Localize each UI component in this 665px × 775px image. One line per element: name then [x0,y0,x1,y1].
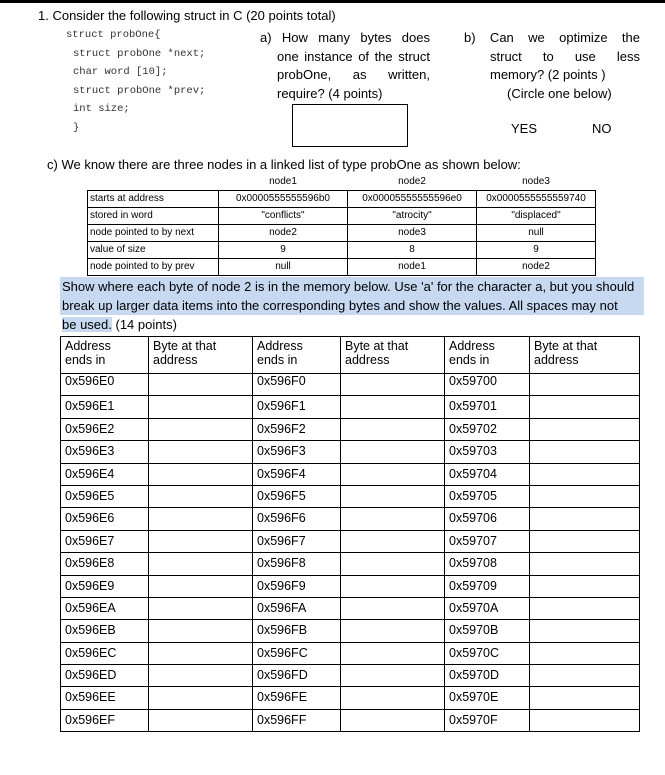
table-row [61,709,640,731]
byte-answer-cell[interactable] [530,463,640,485]
address-cell: 0x596F7 [253,530,341,552]
byte-answer-cell[interactable] [149,620,253,642]
table-row [61,575,640,597]
byte-answer-cell[interactable] [530,620,640,642]
byte-answer-cell[interactable] [341,709,445,731]
address-cell: 0x59706 [445,508,530,530]
address-cell: 0x596EB [61,620,149,642]
address-cell: 0x596F4 [253,463,341,485]
cell: "atrocity" [348,208,477,225]
row-label: node pointed to by next [88,225,219,242]
byte-header: Byte at that address [341,337,445,374]
memory-table-header [61,337,640,374]
address-cell: 0x5970C [445,642,530,664]
byte-answer-cell[interactable] [149,709,253,731]
cell: 9 [219,242,348,259]
byte-answer-cell[interactable] [149,374,253,396]
address-cell: 0x596E0 [61,374,149,396]
address-header: Address ends in [61,337,149,374]
address-cell: 0x596EF [61,709,149,731]
table-row [88,259,596,276]
table-row [61,553,640,575]
byte-answer-cell[interactable] [149,530,253,552]
node-table-header [88,174,596,191]
address-cell: 0x596EC [61,642,149,664]
address-cell: 0x596E2 [61,418,149,440]
address-cell: 0x59703 [445,441,530,463]
address-cell: 0x596FF [253,709,341,731]
byte-answer-cell[interactable] [149,553,253,575]
byte-answer-cell[interactable] [530,396,640,418]
cell: node3 [348,225,477,242]
column-header: node3 [522,176,550,187]
address-cell: 0x59709 [445,575,530,597]
cell: 9 [477,242,596,259]
top-rule [0,0,665,3]
byte-answer-cell[interactable] [149,687,253,709]
node-table [87,174,596,276]
address-cell: 0x596FB [253,620,341,642]
column-header: node2 [398,176,426,187]
row-label: starts at address [88,191,219,208]
address-cell: 0x59700 [445,374,530,396]
row-label: value of size [88,242,219,259]
memory-table [60,336,640,732]
address-cell: 0x596FE [253,687,341,709]
table-row [61,642,640,664]
cell: 0x0000555555596b0 [219,191,348,208]
byte-answer-cell[interactable] [530,665,640,687]
address-cell: 0x596E8 [61,553,149,575]
address-cell: 0x596F1 [253,396,341,418]
byte-answer-cell[interactable] [530,709,640,731]
byte-answer-cell[interactable] [341,553,445,575]
address-cell: 0x596E9 [61,575,149,597]
instructions [60,277,644,334]
byte-answer-cell[interactable] [341,485,445,507]
table-row [61,441,640,463]
table-row [61,463,640,485]
instructions-line: break up larger data items into the corresponding bytes and show the values. All spaces may not [60,296,644,315]
byte-answer-cell[interactable] [341,597,445,619]
struct-code [66,26,205,138]
byte-answer-cell[interactable] [341,396,445,418]
cell: node1 [348,259,477,276]
address-header: Address ends in [445,337,530,374]
address-cell: 0x59708 [445,553,530,575]
part-c-text: c) We know there are three nodes in a linked list of type probOne as shown below: [47,157,521,172]
address-cell: 0x59707 [445,530,530,552]
address-cell: 0x596ED [61,665,149,687]
byte-answer-cell[interactable] [530,575,640,597]
code-line: } [73,121,80,134]
table-row [88,242,596,259]
address-cell: 0x596E1 [61,396,149,418]
column-header: node1 [269,176,297,187]
byte-answer-cell[interactable] [149,418,253,440]
table-row [61,665,640,687]
address-cell: 0x596FA [253,597,341,619]
table-row [61,485,640,507]
instructions-line: be used. (14 points) [62,317,177,332]
address-cell: 0x5970A [445,597,530,619]
address-cell: 0x596E3 [61,441,149,463]
byte-answer-cell[interactable] [149,463,253,485]
table-row [61,508,640,530]
address-cell: 0x596EE [61,687,149,709]
table-row [88,225,596,242]
address-cell: 0x596E4 [61,463,149,485]
table-row [88,208,596,225]
code-line: struct probOne{ [66,29,161,41]
byte-answer-cell[interactable] [530,530,640,552]
yes-option[interactable]: YES [511,121,538,136]
address-cell: 0x596F5 [253,485,341,507]
address-cell: 0x596F6 [253,508,341,530]
address-cell: 0x5970D [445,665,530,687]
table-row [61,418,640,440]
byte-answer-cell[interactable] [341,530,445,552]
address-cell: 0x596F2 [253,418,341,440]
byte-answer-cell[interactable] [149,665,253,687]
code-line: int size; [73,103,130,116]
byte-answer-cell[interactable] [530,485,640,507]
byte-answer-cell[interactable] [341,665,445,687]
address-cell: 0x59704 [445,463,530,485]
byte-answer-cell[interactable] [530,441,640,463]
byte-answer-cell[interactable] [149,575,253,597]
instructions-line: Show where each byte of node 2 is in the memory below. Use 'a' for the character a, but you should [60,277,644,296]
code-line: struct probOne *prev; [73,84,206,97]
byte-answer-cell[interactable] [149,441,253,463]
address-cell: 0x596F8 [253,553,341,575]
address-cell: 0x596F3 [253,441,341,463]
address-cell: 0x596EA [61,597,149,619]
byte-answer-cell[interactable] [530,687,640,709]
table-row [61,530,640,552]
byte-answer-cell[interactable] [341,642,445,664]
address-cell: 0x596FD [253,665,341,687]
cell: "displaced" [477,208,596,225]
byte-header: Byte at that address [530,337,640,374]
table-row [61,597,640,619]
address-cell: 0x596E7 [61,530,149,552]
table-row [61,374,640,396]
byte-answer-cell[interactable] [341,418,445,440]
address-cell: 0x596F9 [253,575,341,597]
address-cell: 0x596FC [253,642,341,664]
byte-answer-cell[interactable] [530,553,640,575]
byte-answer-cell[interactable] [341,441,445,463]
table-row [61,396,640,418]
table-row [88,191,596,208]
byte-header: Byte at that address [149,337,253,374]
byte-answer-cell[interactable] [341,687,445,709]
cell: 8 [348,242,477,259]
row-label: node pointed to by prev [88,259,219,276]
cell: 0x00005555555596e0 [348,191,477,208]
address-cell: 0x5970B [445,620,530,642]
address-cell: 0x596E5 [61,485,149,507]
address-cell: 0x59702 [445,418,530,440]
byte-answer-cell[interactable] [530,508,640,530]
code-line: struct probOne *next; [73,47,206,60]
cell: node2 [219,225,348,242]
byte-answer-cell[interactable] [149,508,253,530]
byte-answer-cell[interactable] [341,620,445,642]
byte-answer-cell[interactable] [530,418,640,440]
code-line: char word [10]; [73,66,168,79]
byte-answer-cell[interactable] [149,485,253,507]
byte-answer-cell[interactable] [530,374,640,396]
byte-answer-cell[interactable] [149,396,253,418]
part-a-answer-box[interactable] [292,104,408,147]
address-cell: 0x5970F [445,709,530,731]
byte-answer-cell[interactable] [341,374,445,396]
row-label: stored in word [88,208,219,225]
part-a-text: a) How many bytes does one instance of the struct probOne, as written, require? (4 points) [260,30,430,101]
address-cell: 0x5970E [445,687,530,709]
cell: "conflicts" [219,208,348,225]
address-cell: 0x596E6 [61,508,149,530]
cell: 0x0000555555559740 [477,191,596,208]
cell: null [477,225,596,242]
byte-answer-cell[interactable] [530,642,640,664]
address-cell: 0x596F0 [253,374,341,396]
table-row [61,687,640,709]
address-cell: 0x59701 [445,396,530,418]
byte-answer-cell[interactable] [149,642,253,664]
byte-answer-cell[interactable] [341,463,445,485]
question-title: 1. Consider the following struct in C (20 points total) [38,8,336,23]
byte-answer-cell[interactable] [341,508,445,530]
byte-answer-cell[interactable] [341,575,445,597]
no-option[interactable]: NO [592,121,612,136]
byte-answer-cell[interactable] [530,597,640,619]
cell: node2 [477,259,596,276]
table-row [61,620,640,642]
address-cell: 0x59705 [445,485,530,507]
part-b-text: b) Can we optimize the struct to use less memory? (2 points ) (Circle one below) [464,30,640,101]
byte-answer-cell[interactable] [149,597,253,619]
address-header: Address ends in [253,337,341,374]
cell: null [219,259,348,276]
